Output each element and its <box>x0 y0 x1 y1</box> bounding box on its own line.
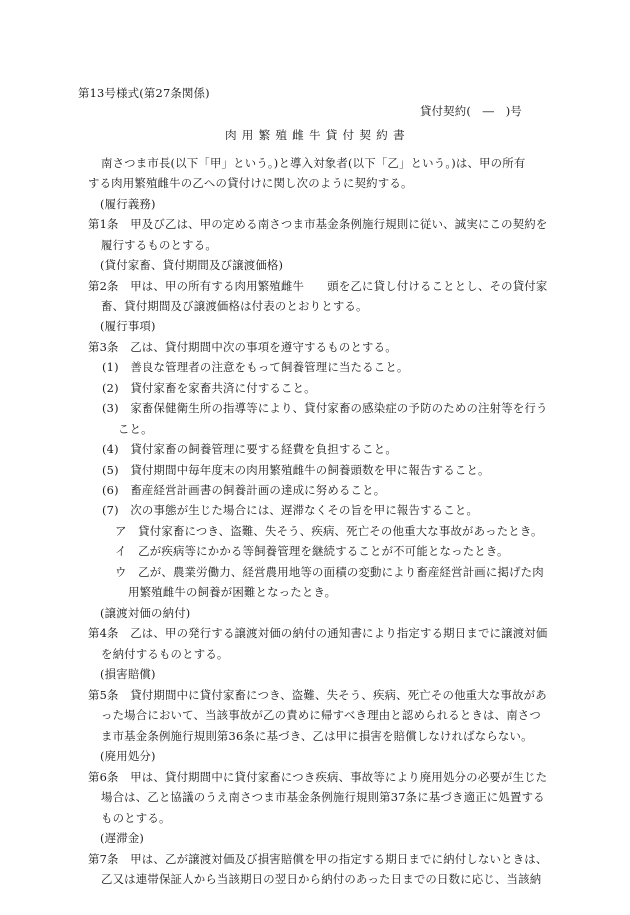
article-3-item: (7) 次の事態が生じた場合には、遅滞なくその旨を甲に報告すること。 <box>102 503 479 517</box>
article-6-heading: (廃用処分) <box>100 749 156 763</box>
article-2-line: 第2条 甲は、甲の所有する肉用繁殖雌牛 頭を乙に貸し付けることとし、その貸付家 <box>88 279 548 293</box>
article-3-item: (5) 貸付期間中毎年度末の肉用繁殖雌牛の飼養頭数を甲に報告すること。 <box>102 463 490 477</box>
article-5-line: った場合において、当該事故が乙の責めに帰すべき理由と認められるときは、南さつ <box>101 708 541 722</box>
article-3-item: (6) 畜産経営計画書の飼養計画の達成に努めること。 <box>102 483 386 497</box>
article-4-line: を納付するものとする。 <box>101 647 229 661</box>
article-1-line: 履行するものとする。 <box>101 238 217 252</box>
article-3-subitem: ア 貸付家畜につき、盗難、失そう、疾病、死亡その他重大な事故があったとき。 <box>115 524 543 538</box>
article-3-item: (2) 貸付家畜を家畜共済に付すること。 <box>102 381 316 395</box>
article-7-line: 乙又は連帯保証人から当該期日の翌日から納付のあった日までの日数に応じ、当該納 <box>101 872 542 886</box>
article-1-line: 第1条 甲及び乙は、甲の定める南さつま市基金条例施行規則に従い、誠実にこの契約を <box>88 217 548 231</box>
article-3-subitem: 用繁殖雌牛の飼養が困難となったとき。 <box>128 585 337 599</box>
article-5-line: 第5条 貸付期間中に貸付家畜につき、盗難、失そう、疾病、死亡その他重大な事故があ <box>88 688 547 702</box>
preamble-line: する肉用繁殖雌牛の乙への貸付けに関し次のように契約する。 <box>88 176 413 190</box>
article-3-subitem: ウ 乙が、農業労働力、経営農用地等の面積の変動により畜産経営計画に掲げた肉 <box>115 565 544 579</box>
article-3-line: 第3条 乙は、貸付期間中次の事項を遵守するものとする。 <box>88 340 397 354</box>
article-3-item: (3) 家畜保健衛生所の指導等により、貸付家畜の感染症の予防のための注射等を行う <box>102 401 548 415</box>
article-3-item: (4) 貸付家畜の飼養管理に要する経費を負担すること。 <box>102 442 397 456</box>
article-5-line: ま市基金条例施行規則第36条に基づき、乙は甲に損害を賠償しなければならない。 <box>101 729 533 743</box>
document-title: 肉用繁殖雌牛貸付契約書 <box>225 128 410 142</box>
article-7-line: 第7条 甲は、乙が譲渡対価及び損害賠償を甲の指定する期日までに納付しないときは、 <box>88 852 548 866</box>
article-4-line: 第4条 乙は、甲の発行する譲渡対価の納付の通知書により指定する期日までに譲渡対価 <box>88 626 548 640</box>
article-2-line: 畜、貸付期間及び譲渡価格は付表のとおりとする。 <box>101 299 368 313</box>
form-number: 第13号様式(第27条関係) <box>78 86 210 100</box>
article-2-heading: (貸付家畜、貸付期間及び譲渡価格) <box>100 258 284 272</box>
article-7-heading: (遅滞金) <box>100 831 145 845</box>
article-3-item: (1) 善良な管理者の注意をもって飼養管理に当たること。 <box>102 360 409 374</box>
article-6-line: 第6条 甲は、貸付期間中に貸付家畜につき疾病、事故等により廃用処分の必要が生じた <box>88 770 548 784</box>
article-6-line: 場合は、乙と協議のうえ南さつま市基金条例施行規則第37条に基づき適正に処置する <box>101 790 545 804</box>
article-4-heading: (譲渡対価の納付) <box>100 606 191 620</box>
article-3-heading: (履行事項) <box>100 319 156 333</box>
article-5-heading: (損害賠償) <box>100 667 156 681</box>
contract-number: 貸付契約( ― )号 <box>420 104 523 118</box>
article-3-item: こと。 <box>118 422 153 436</box>
preamble-line: 南さつま市長(以下「甲」という。)と導入対象者(以下「乙」という。)は、甲の所有 <box>101 156 526 170</box>
article-3-subitem: イ 乙が疾病等にかかる等飼養管理を継続することが不可能となったとき。 <box>115 544 509 558</box>
article-1-heading: (履行義務) <box>100 197 156 211</box>
article-6-line: ものとする。 <box>101 811 171 825</box>
